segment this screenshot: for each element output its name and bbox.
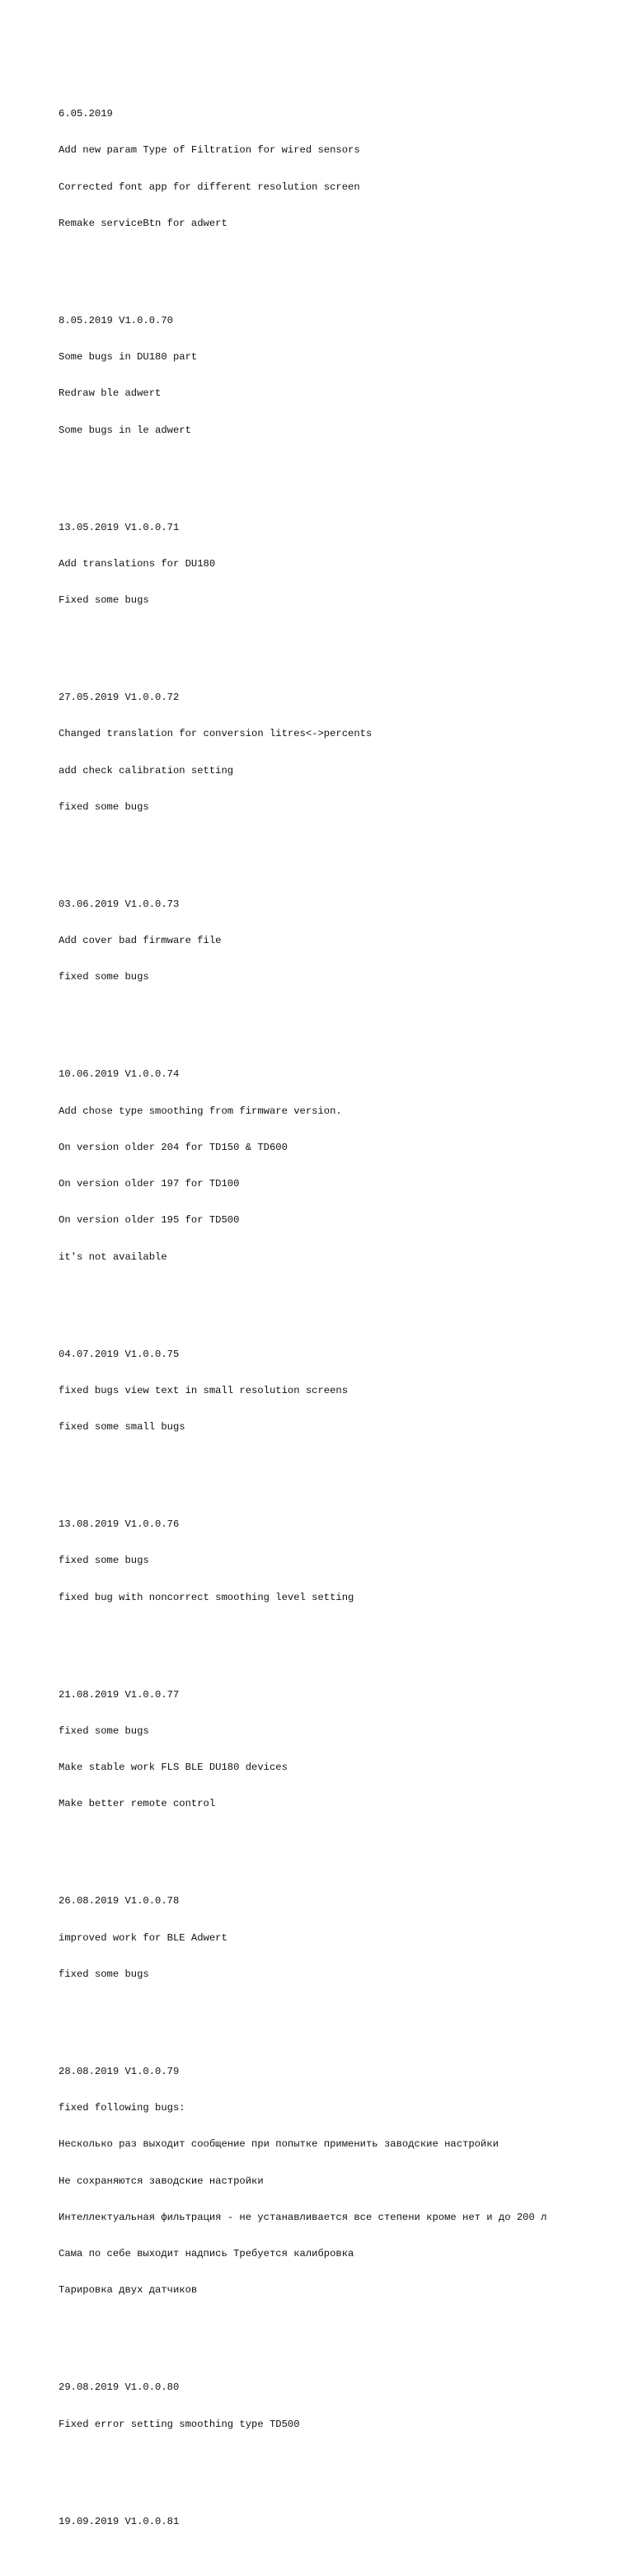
entry-heading: 8.05.2019 V1.0.0.70 (59, 314, 173, 326)
changelog-document (59, 59, 627, 2576)
entry-heading: 04.07.2019 V1.0.0.75 (59, 1348, 180, 1360)
entry-line: Make better remote control (59, 1798, 216, 1810)
changelog-entry (59, 84, 627, 255)
entry-heading: 26.08.2019 V1.0.0.78 (59, 1895, 180, 1907)
changelog-entry (59, 1871, 627, 2005)
entry-line: Make stable work FLS BLE DU180 devices (59, 1762, 288, 1773)
entry-line: Сама по себе выходит надпись Требуется калибровка (59, 2248, 354, 2259)
entry-line: Интеллектуальная фильтрация - не устанавливается все степени кроме нет и до 200 л (59, 2211, 547, 2223)
entry-line: On version older 204 for TD150 & TD600 (59, 1141, 288, 1153)
entry-heading: 21.08.2019 V1.0.0.77 (59, 1688, 180, 1701)
entry-heading: 10.06.2019 V1.0.0.74 (59, 1068, 180, 1081)
entry-line: Add translations for DU180 (59, 557, 216, 570)
changelog-entry (59, 668, 627, 838)
entry-heading: 6.05.2019 (59, 108, 113, 120)
entry-line: add check calibration setting (59, 764, 234, 777)
entry-heading: 03.06.2019 V1.0.0.73 (59, 898, 180, 910)
entry-line: fixed some bugs (59, 1968, 149, 1980)
entry-line: Fixed error setting smoothing type TD500 (59, 2418, 300, 2430)
entry-heading: 13.05.2019 V1.0.0.71 (59, 521, 180, 533)
entry-heading: 28.08.2019 V1.0.0.79 (59, 2065, 180, 2077)
entry-heading: 13.08.2019 V1.0.0.76 (59, 1518, 180, 1530)
entry-line: fixed following bugs: (59, 2102, 185, 2114)
entry-line: fixed some small bugs (59, 1421, 185, 1433)
entry-line: Changed translation for conversion litres<->percents (59, 728, 373, 740)
changelog-entry (59, 1324, 627, 1457)
entry-line: Тарировка двух датчиков (59, 2284, 198, 2297)
changelog-entry (59, 2358, 627, 2455)
entry-heading: 27.05.2019 V1.0.0.72 (59, 692, 180, 703)
entry-line: fixed some bugs (59, 971, 149, 983)
entry-line: On version older 197 for TD100 (59, 1178, 240, 1189)
entry-line: Add chose type smoothing from firmware version. (59, 1105, 342, 1117)
entry-line: Несколько раз выходит сообщение при попытке применить заводские настройки (59, 2138, 499, 2151)
changelog-entry (59, 2491, 627, 2552)
entry-line: Add new param Type of Filtration for wired sensors (59, 144, 360, 157)
entry-line: Add cover bad firmware file (59, 935, 222, 946)
entry-heading: 29.08.2019 V1.0.0.80 (59, 2381, 180, 2394)
entry-line: fixed bugs view text in small resolution screens (59, 1384, 349, 1396)
entry-line: fixed some bugs (59, 1724, 149, 1737)
changelog-entry (59, 497, 627, 631)
entry-line: Remake serviceBtn for adwert (59, 217, 227, 229)
entry-heading: 19.09.2019 V1.0.0.81 (59, 2515, 180, 2527)
changelog-entry (59, 1664, 627, 1835)
changelog-entry (59, 2041, 627, 2320)
entry-line: Не сохраняются заводские настройки (59, 2175, 264, 2187)
entry-line: Redraw ble adwert (59, 387, 162, 400)
entry-line: fixed some bugs (59, 1555, 149, 1567)
entry-line: improved work for BLE Adwert (59, 1931, 227, 1944)
entry-line: fixed some bugs (59, 800, 149, 813)
entry-line: Corrected font app for different resolution screen (59, 181, 360, 193)
changelog-entry (59, 1044, 627, 1288)
changelog-entry (59, 1494, 627, 1628)
entry-line: it's not available (59, 1250, 167, 1263)
changelog-entry (59, 290, 627, 461)
entry-line: On version older 195 for TD500 (59, 1214, 240, 1227)
entry-line: Fixed some bugs (59, 594, 149, 606)
entry-line: Some bugs in DU180 part (59, 351, 198, 363)
entry-line: Some bugs in le adwert (59, 424, 191, 436)
changelog-entry (59, 874, 627, 1007)
entry-line: fixed bug with noncorrect smoothing level setting (59, 1591, 354, 1603)
